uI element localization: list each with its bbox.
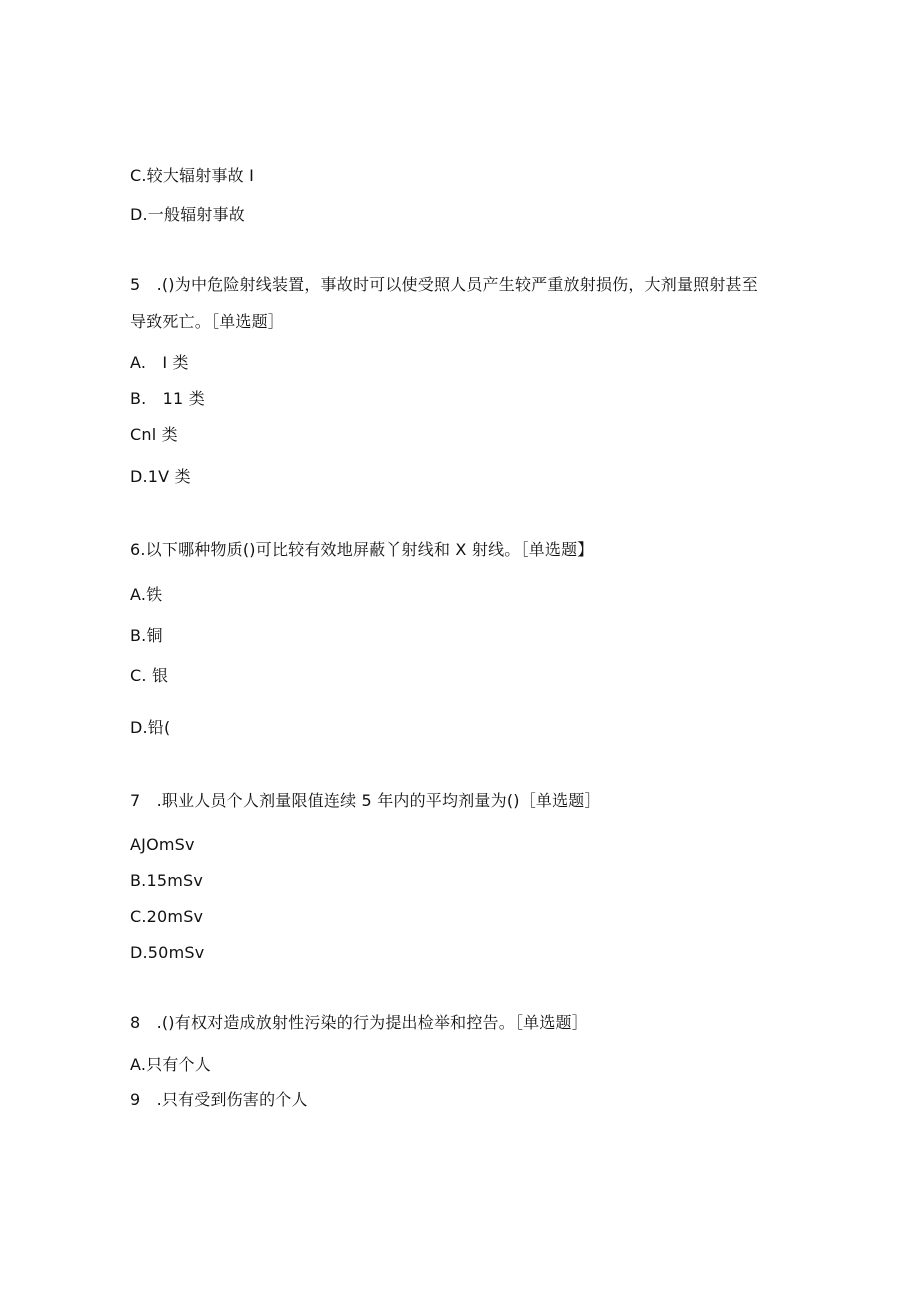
q6-option-a: A.铁: [130, 585, 163, 604]
q5-option-c: Cnl 类: [130, 425, 178, 444]
q7-option-b: B.15mSv: [130, 871, 204, 890]
q5-question-line-1: 5 .()为中危险射线装置，事故时可以使受照人员产生较严重放射损伤，大剂量照射甚至: [130, 275, 758, 294]
q7-option-a: AJOmSv: [130, 835, 195, 854]
q7-option-c: C.20mSv: [130, 907, 204, 926]
q7-option-d: D.50mSv: [130, 943, 205, 962]
q8-option-a: A.只有个人: [130, 1055, 211, 1074]
q9-question: 9 .只有受到伤害的个人: [130, 1090, 308, 1109]
q5-option-d: D.1V 类: [130, 467, 191, 486]
q6-option-c: C. 银: [130, 666, 169, 685]
q5-option-b: B. 11 类: [130, 389, 205, 408]
q8-question: 8 .()有权对造成放射性污染的行为提出检举和控告。［单选题］: [130, 1013, 588, 1032]
q4-option-d: D.一般辐射事故: [130, 205, 246, 224]
q6-option-d: D.铅(: [130, 718, 171, 737]
q6-option-b: B.铜: [130, 626, 163, 645]
q6-question: 6.以下哪种物质()可比较有效地屏蔽丫射线和 X 射线。［单选题】: [130, 540, 594, 559]
q7-question: 7 .职业人员个人剂量限值连续 5 年内的平均剂量为()［单选题］: [130, 791, 601, 810]
q5-question-line-2: 导致死亡。［单选题］: [130, 312, 285, 331]
q5-option-a: A. I 类: [130, 353, 189, 372]
q4-option-c: C.较大辐射事故 I: [130, 166, 255, 185]
